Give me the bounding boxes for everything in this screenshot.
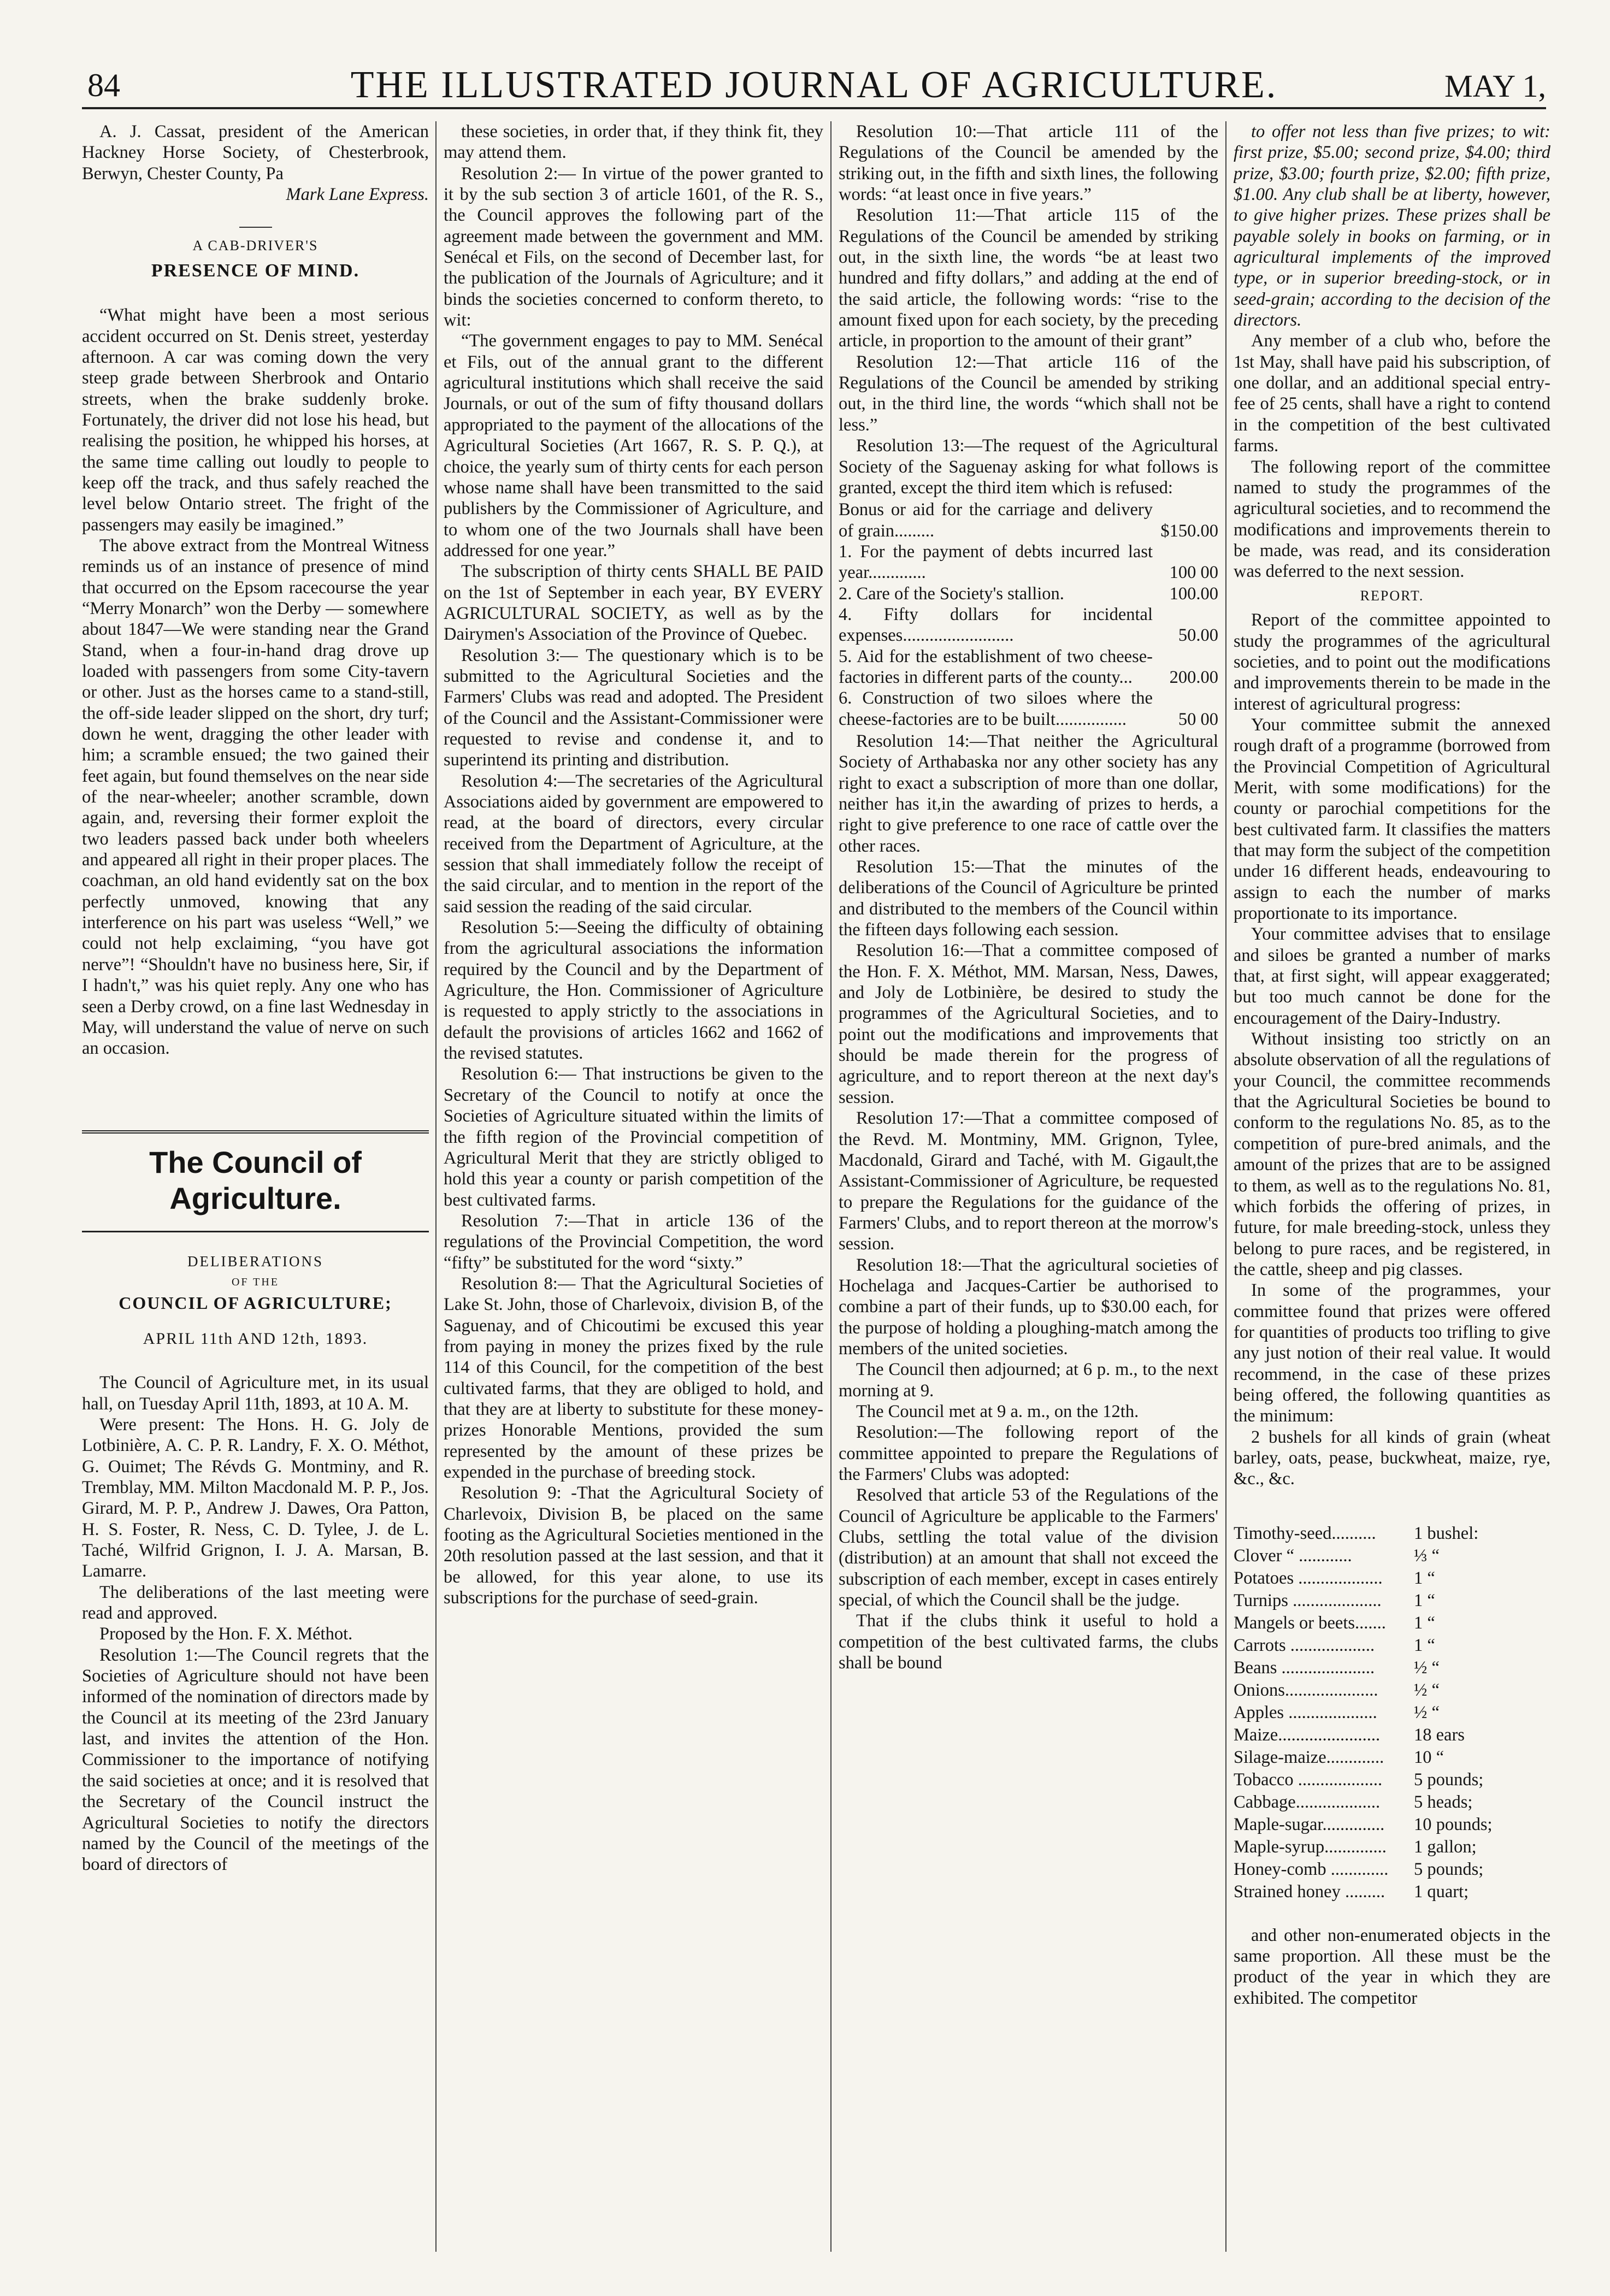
product-name: Tobacco ...................: [1234, 1769, 1383, 1790]
deliberations-heading: DELIBERATIONS: [187, 1253, 323, 1270]
product-name: Honey-comb .............: [1234, 1859, 1389, 1879]
item-amount: 200.00: [1169, 667, 1218, 687]
product-quantity: 1 “: [1414, 1590, 1435, 1610]
minimum-quantities-table: [1234, 1522, 1550, 1903]
page-number: 84: [87, 67, 120, 103]
product-name: Turnips ....................: [1234, 1590, 1382, 1610]
product-quantity: 5 pounds;: [1414, 1769, 1484, 1790]
item-label: Bonus or aid for the carriage and delivery of grain.........: [839, 500, 1153, 541]
item-amount: 50.00: [1178, 625, 1218, 646]
product-name: Carrots ...................: [1234, 1635, 1375, 1655]
table-row: [1234, 1657, 1550, 1679]
table-row: [1234, 1612, 1550, 1634]
table-row: [839, 688, 1218, 730]
table-row: [1234, 1769, 1550, 1791]
article-paragraph: The Council of Agriculture met, in its usual hall, on Tuesday April 11th, 1893, at 10 A. M.: [82, 1373, 429, 1414]
quotation-paragraph: “The government engages to pay to MM. Senécal et Fils, out of the annual grant to the different agricultural institutions which shall receive the said Journals, or out of the sum of fifty thousand dollars appropriated to the payment of the allocations of the Agricultural Societies (Art 1667, R. S. P. Q.), at choice, the yearly sum of thirty cents for each person whose name shall have been transmitted to the said publishers by the Commissioner of Agriculture, and to whom one of the two Journals shall have been addressed for one year.”: [444, 331, 823, 560]
article-paragraph: The above extract from the Montreal Witness reminds us of an instance of presence of mind that occurred on the Epsom racecourse the year “Merry Monarch” won the Derby — somewhere about 1847—We were standing near the Grand Stand, when a four-in-hand drag drove up loaded with passengers from some City-tavern or other. Just as the horses came to a stand-still, the off-side leader slipped on the short, dry turf; down he went, dragging the other leader with him; a scramble ensued; the two gained their feet again, but found themselves on the near side of the near-wheeler; another scramble, down again, and, reversing their former exploit the two leaders passed back under both wheelers and appeared all right in their proper places. The coachman, an old hand evidently sat on the box perfectly unmoved, knowing that any interference on his part was useless “Well,” we could not help exclaiming, “you have got nerve”! “Shouldn't have no business here, Sir, if I hadn't,” was his quiet reply. Any one who has seen a Derby crowd, on a fine last Wednesday in May, will understand the value of nerve on such an occasion.: [82, 535, 429, 1059]
column-1: [82, 121, 429, 2252]
header-rule: [82, 107, 1546, 109]
column-4: [1234, 121, 1550, 2252]
column-divider: [1225, 121, 1226, 2252]
item-label: 2. Care of the Society's stallion.: [839, 583, 1064, 604]
meeting-dates: APRIL 11th AND 12th, 1893.: [143, 1329, 368, 1348]
product-name: Clover “ ............: [1234, 1545, 1352, 1566]
resolution-paragraph: Resolution 8:— That the Agricultural Societies of Lake St. John, those of Charlevoix, division B, of the Saguenay, and of Chicoutimi be excused this year from paying in money the prizes fixed by the rule 114 of this Council, for the competition of the best cultivated farms, that they are obliged to hold, and that they are at liberty to substitute for these money-prizes Honorable Mentions, provided the sum represented by the amount of these prizes be expended in the purchase of breeding stock.: [444, 1273, 823, 1482]
product-name: Maple-sugar..............: [1234, 1814, 1385, 1834]
product-name: Beans .....................: [1234, 1657, 1375, 1678]
item-label: 6. Construction of two siloes where the cheese-factories are to be built................: [839, 688, 1153, 729]
resolution-paragraph: Resolution 1:—The Council regrets that the Societies of Agriculture should not have been informed of the nomination of directors made by the Council at its meeting of the 23rd January last, and invites the attention of the Hon. Commissioner to the importance of notifying the said societies at once; and it is resolved that the Secretary of the Council instruct the Agricultural Societies to notify the directors named by the Council of the meetings of the board of directors of: [82, 1645, 429, 1875]
resolution-paragraph: Resolution 10:—That article 111 of the Regulations of the Council be amended by the striking out, in the fifth and sixth lines, the following words: “at least once in five years.”: [839, 122, 1218, 205]
item-amount: $150.00: [1160, 521, 1218, 541]
product-name: Timothy-seed..........: [1234, 1523, 1376, 1543]
column-divider: [435, 121, 437, 2252]
article-paragraph: The following report of the committee named to study the programmes of the agricultural societies, and to recommend the modifications and improvements therein to be made, was read, and its consideration was deferred to the next session.: [1234, 457, 1550, 582]
product-name: Mangels or beets.......: [1234, 1613, 1386, 1633]
item-label: 5. Aid for the establishment of two cheese-factories in different parts of the county...: [839, 646, 1153, 687]
resolution-paragraph: Resolution 3:— The questionary which is to be submitted to the Agricultural Societies and the Farmers' Clubs was read and adopted. The President of the Council and the Assistant-Commissioner were requested to revise and condense it, and to superintend its printing and distribution.: [444, 645, 823, 770]
table-row: [839, 604, 1218, 646]
product-quantity: 1 gallon;: [1414, 1837, 1477, 1857]
article-paragraph: Were present: The Hons. H. G. Joly de Lotbinière, A. C. P. R. Landry, F. X. O. Méthot, G. Ouimet; The Révds G. Montminy, and R. Tremblay, MM. Milton Macdonald M. P. P., Jos. Girard, M. P. P., Andrew J. Dawes, Ora Patton, H. S. Foster, R. Ness, C. D. Tylee, J. de L. Taché, Wilfrid Grignon, I. J. A. Marsan, B. Lamarre.: [82, 1414, 429, 1581]
table-row: [1234, 1634, 1550, 1657]
product-quantity: 10 pounds;: [1414, 1814, 1493, 1834]
table-row: [1234, 1590, 1550, 1612]
issue-date: MAY 1,: [1444, 68, 1546, 104]
resolution-paragraph: Resolution 9: -That the Agricultural Society of Charlevoix, Division B, be placed on the same footing as the Agricultural Societies mentioned in the 20th resolution passed at the last session, and that it be allowed, for this year alone, to use its subscriptions for the purchase of seed-grain.: [444, 1483, 823, 1608]
council-heading: COUNCIL OF AGRICULTURE;: [119, 1293, 392, 1313]
item-label: 1. For the payment of debts incurred last year.............: [839, 541, 1153, 583]
product-name: Apples ....................: [1234, 1702, 1377, 1722]
product-quantity: 1 “: [1414, 1568, 1435, 1588]
product-quantity: ½ “: [1414, 1680, 1440, 1700]
resolution-paragraph: Resolution 11:—That article 115 of the Regulations of the Council be amended by striking out, in the sixth line, the words “be at least two hundred and fifty dollars,” and adding at the end of the said article, the following words: “rise to the amount fixed upon for each society, by the preceding article, in proportion to the amount of their grant”: [839, 205, 1218, 351]
resolution-paragraph: Resolution 7:—That in article 136 of the regulations of the Provincial Competition, the word “fifty” be substituted for the word “sixty.”: [444, 1211, 823, 1273]
table-row: [1234, 1791, 1550, 1814]
product-quantity: ½ “: [1414, 1657, 1440, 1678]
resolution-paragraph: Resolution 16:—That a committee composed of the Hon. F. X. Méthot, MM. Marsan, Ness, Dawes, and Joly de Lotbinière, be desired to study the programmes of the Agricultural Societies, and to point out the modifications and improvements that should be made therein for the progress of agriculture, and to report thereon at the next day's session.: [839, 941, 1218, 1107]
resolution-paragraph: Resolution 13:—The request of the Agricultural Society of the Saguenay asking for what follows is granted, except the third item which is refused:: [839, 436, 1218, 498]
report-paragraph: In some of the programmes, your committee found that prizes were offered for quantities of products too trifling to give any just notion of their real value. It would recommend, in the case of these prizes being offered, the following quantities as the minimum:: [1234, 1280, 1550, 1426]
product-quantity: ½ “: [1414, 1702, 1440, 1722]
report-paragraph: Report of the committee appointed to study the programmes of the agricultural societies, and to point out the modifications and improvements therein to be made in the interest of agricultural progress:: [1234, 610, 1550, 714]
article-paragraph: “What might have been a most serious accident occurred on St. Denis street, yesterday afternoon. A car was coming down the very steep grade between Sherbrook and Ontario streets, when the brake suddenly broke. Fortunately, the driver did not lose his head, but realising the position, he whipped his horses, at the same time calling out loudly to people to keep off the track, and thus safely reached the level below Ontario street. The fright of the passengers may easily be imagined.”: [82, 305, 429, 535]
article-paragraph: The Council met at 9 a. m., on the 12th.: [856, 1401, 1139, 1421]
product-quantity: 1 “: [1414, 1613, 1435, 1633]
table-row: [1234, 1679, 1550, 1702]
product-quantity: 5 heads;: [1414, 1792, 1473, 1812]
divider: [239, 227, 272, 228]
product-name: Onions.....................: [1234, 1680, 1378, 1700]
product-name: Strained honey .........: [1234, 1881, 1385, 1902]
section-title: The Council of Agriculture.: [149, 1144, 362, 1215]
product-name: Maize.......................: [1234, 1725, 1381, 1745]
resolution-paragraph: Resolution 14:—That neither the Agricultural Society of Arthabaska nor any other society has any right to exact a subscription of more than one dollar, neither has it,in the awarding of prizes to herds, a right to give preference to one race of cattle over the other races.: [839, 731, 1218, 856]
table-row: [1234, 1522, 1550, 1545]
table-row: [839, 583, 1218, 604]
table-row: [1234, 1567, 1550, 1590]
article-paragraph: That if the clubs think it useful to hold a competition of the best cultivated farms, the clubs shall be bound: [839, 1611, 1218, 1673]
resolution-paragraph: Resolution 17:—That a committee composed of the Revd. M. Montminy, MM. Grignon, Tylee, Macdonald, Girard and Taché, with M. Gigault,the Assistant-Commissioner of Agriculture, be requested to prepare the Regulations for the guidance of the Farmers' Clubs, and to report thereon at the morrow's session.: [839, 1108, 1218, 1254]
article-paragraph: The Council then adjourned; at 6 p. m., to the next morning at 9.: [839, 1360, 1218, 1401]
table-row: [1234, 1545, 1550, 1567]
resolution-paragraph: Resolution 2:— In virtue of the power granted to it by the sub section 3 of article 1601, of the R. S., the Council approves the following part of the agreement made between the government and MM. Senécal et Fils, on the second of December last, for the publication of the Journals of Agriculture; and it binds the societies concerned to conform thereto, to wit:: [444, 163, 823, 330]
item-amount: 100.00: [1169, 583, 1218, 604]
report-paragraph: Without insisting too strictly on an absolute observation of all the regulations of your Council, the committee recommends that the Agricultural Societies be bound to conform to the regulations No. 85, as to the competition of pure-bred animals, and the amount of the prizes that are to be assigned to them, as well as to the regulations No. 81, which forbids the offering of prizes, in future, for male breeding-stock, unless they belong to pure races, and be registered, in the cattle, sheep and pig classes.: [1234, 1029, 1550, 1279]
report-paragraph: and other non-enumerated objects in the same proportion. All these must be the product of the year in which they are exhibited. The competitor: [1234, 1925, 1550, 2008]
article-paragraph: these societies, in order that, if they think fit, they may attend them.: [444, 122, 823, 163]
of-the-label: OF THE: [231, 1276, 280, 1288]
resolution-paragraph: Resolution 18:—That the agricultural societies of Hochelaga and Jacques-Cartier be authorised to combine a part of their funds, up to $30.00 each, for the purpose of holding a ploughing-match among the members of the united societies.: [839, 1255, 1218, 1359]
table-row: [839, 499, 1218, 541]
grant-items-table: [839, 499, 1218, 730]
article-headline: PRESENCE OF MIND.: [151, 261, 360, 281]
table-row: [1234, 1746, 1550, 1769]
article-paragraph: The subscription of thirty cents SHALL BE PAID on the 1st of September in each year, BY EVERY AGRICULTURAL SOCIETY, as well as by the Dairymen's Association of the Province of Quebec.: [444, 562, 823, 645]
column-3: [839, 121, 1218, 2252]
article-paragraph: Proposed by the Hon. F. X. Méthot.: [99, 1624, 353, 1644]
column-divider: [830, 121, 831, 2252]
table-row: [1234, 1702, 1550, 1724]
table-row: [1234, 1858, 1550, 1881]
source-credit: Mark Lane Express.: [286, 185, 429, 205]
item-amount: 100 00: [1169, 563, 1218, 583]
product-name: Cabbage...................: [1234, 1792, 1381, 1812]
product-name: Potatoes ...................: [1234, 1568, 1383, 1588]
table-row: [1234, 1724, 1550, 1746]
product-quantity: 5 pounds;: [1414, 1859, 1484, 1879]
table-row: [839, 541, 1218, 583]
section-banner: [82, 1130, 429, 1232]
product-quantity: 1 bushel:: [1414, 1523, 1479, 1543]
resolution-paragraph: Resolution 6:— That instructions be given to the Secretary of the Council to notify at once the Societies of Agriculture situated within the limits of the fifth region of the Provincial competition of Agricultural Merit that they are strictly obliged to hold this year a county or parish competition of the best cultivated farms.: [444, 1064, 823, 1210]
resolution-paragraph: Resolution 5:—Seeing the difficulty of obtaining from the agricultural associations the information required by the Council and by the Department of Agriculture, the Hon. Commissioner of Agriculture is requested to apply strictly to the associations in default the provisions of articles 1662 and 1662 of the revised statutes.: [444, 918, 823, 1064]
article-paragraph: A. J. Cassat, president of the American Hackney Horse Society, of Chesterbrook, Berwyn, Chester County, Pa: [82, 122, 429, 184]
table-row: [1234, 1881, 1550, 1903]
report-paragraph: 2 bushels for all kinds of grain (wheat barley, oats, pease, buckwheat, maize, rye, &c., &c.: [1234, 1427, 1550, 1489]
resolution-paragraph: Resolution 4:—The secretaries of the Agricultural Associations aided by government are empowered to read, at the board of directors, every circular received from the Department of Agriculture, at the session that shall immediately follow the receipt of the said circular, and to mention in the report of the said session the reading of the said circular.: [444, 771, 823, 917]
resolution-paragraph: Resolution:—The following report of the committee appointed to prepare the Regulations of the Farmers' Clubs was adopted:: [839, 1423, 1218, 1484]
report-heading: REPORT.: [1360, 587, 1424, 604]
article-paragraph: The deliberations of the last meeting were read and approved.: [82, 1582, 429, 1624]
page-header: [82, 60, 1546, 109]
product-quantity: 18 ears: [1414, 1725, 1465, 1745]
article-paragraph: Resolved that article 53 of the Regulations of the Council of Agriculture be applicable to the Farmers' Clubs, settling the total value of the division (distribution) at an amount that shall not exceed the subscription of each member, except in cases entirely special, of which the Council shall be the judge.: [839, 1485, 1218, 1610]
resolution-paragraph: Resolution 12:—That article 116 of the Regulations of the Council be amended by striking out, in the third line, the words “which shall not be less.”: [839, 352, 1218, 435]
product-name: Maple-syrup..............: [1234, 1837, 1387, 1857]
column-2: [444, 121, 823, 2252]
article-paragraph: to offer not less than five prizes; to wit: first prize, $5.00; second prize, $4.00; third prize, $3.00; fourth prize, $2.00; fifth prize, $1.00. Any club shall be at liberty, however, to give higher prizes. These prizes shall be payable solely in books on farming, or in agricultural implements of the improved type, or in superior breeding-stock, or in seed-grain; according to the decision of the directors.: [1234, 122, 1550, 330]
article-paragraph: Any member of a club who, before the 1st May, shall have paid his subscription, of one dollar, and an additional special entry-fee of 25 cents, shall have a right to contend in the competition of the best cultivated farms.: [1234, 331, 1550, 456]
product-quantity: 1 quart;: [1414, 1881, 1469, 1902]
product-quantity: 10 “: [1414, 1747, 1444, 1767]
table-row: [839, 646, 1218, 688]
product-quantity: ⅓ “: [1414, 1545, 1440, 1566]
item-label: 4. Fifty dollars for incidental expenses.........................: [839, 604, 1153, 646]
table-row: [1234, 1836, 1550, 1858]
resolution-paragraph: Resolution 15:—That the minutes of the deliberations of the Council of Agriculture be printed and distributed to the members of the Council within the fifteen days following each session.: [839, 857, 1218, 940]
article-kicker: A CAB-DRIVER'S: [192, 238, 319, 254]
product-quantity: 1 “: [1414, 1635, 1435, 1655]
item-amount: 50 00: [1178, 709, 1218, 729]
table-row: [1234, 1814, 1550, 1836]
product-name: Silage-maize.............: [1234, 1747, 1384, 1767]
report-paragraph: Your committee submit the annexed rough draft of a programme (borrowed from the Provincial Competition of Agricultural Merit, with some modifications) for the county or parochial competitions for the best cultivated farm. It classifies the matters that may form the subject of the competition under 16 different heads, endeavouring to assign to each the number of marks proportionate to its importance.: [1234, 715, 1550, 924]
journal-title: THE ILLUSTRATED JOURNAL OF AGRICULTURE.: [350, 64, 1278, 106]
report-paragraph: Your committee advises that to ensilage and siloes be granted a number of marks that, at first sight, will appear exaggerated; but too much cannot be done for the encouragement of the Dairy-Industry.: [1234, 924, 1550, 1028]
